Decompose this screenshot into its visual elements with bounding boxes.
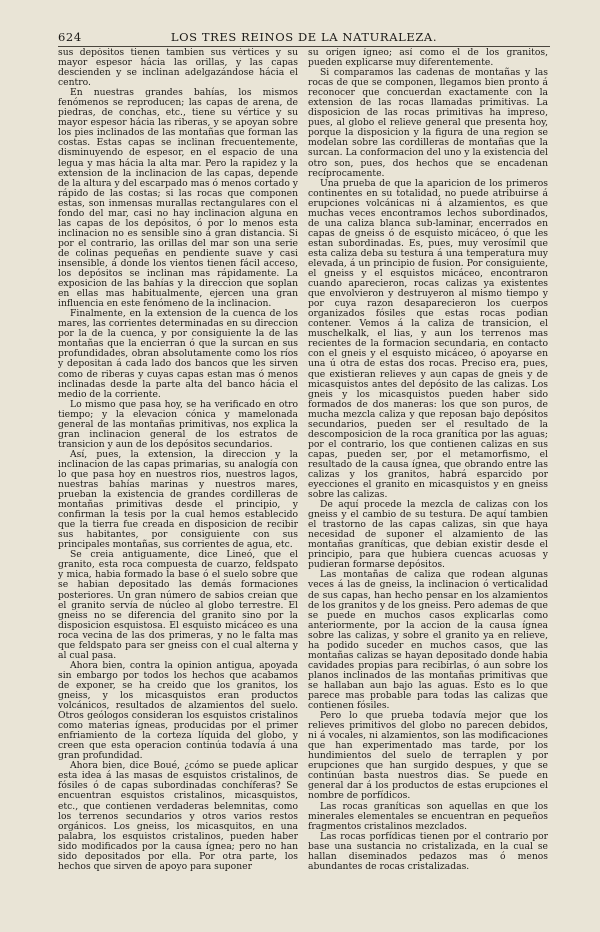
running-title: LOS TRES REINOS DE LA NATURALEZA.: [170, 30, 438, 44]
paragraph: Las montañas de caliza que rodean algunas veces á las de gneiss, la inclinacion ó verticalidad de sus capas, han hecho pensar en los alzamientos de los granitos y de los gneiss. Pero ademas de que se puede en muchos casos explicarlas como anteriormente, por la accion de la causa ígnea sobre las calizas, y sobre el granito ya en relieve, ha podido suceder en muchos casos, que las montañas calizas se hayan depositado donde habia cavidades propias para recibirlas, ó aun sobre los planos inclinados de las montañas primitivas que se hallaban aun bajo las aguas. Esto es lo que parece mas probable para todas las calizas que contienen fósiles.: [308, 569, 548, 712]
paragraph: Las rocas graníticas son aquellas en que los minerales elementales se encuentran en pequeños fragmentos cristalinos mezclados.: [308, 800, 548, 832]
paragraph: Lo mismo que pasa hoy, se ha verificado en otro tiempo; y la elevacion cónica y mamelonada general de las montañas primitivas, nos explica la gran inclinacion general de los estratos de transicion y aun de los depósitos secundarios.: [58, 398, 298, 450]
left-column: [58, 48, 298, 910]
paragraph: Así, pues, la extension, la direccion y la inclinacion de las capas primarias, su analogía con lo que pasa hoy en nuestros rios, nuestros lagos, nuestras bahías marinas y nuestros mares, prueban la existencia de grandes cordilleras de montañas primitivas desde el principio, y confirman la tesis por la cual hemos establecido que la tierra fue creada en disposicion de recibir sus habitantes, por consiguiente con sus principales montañas, sus corrientes de agua, etc.: [58, 448, 298, 551]
paragraph: Pero lo que prueba todavía mejor que los relieves primitivos del globo no parecen debidos, ni á vocales, ni alzamientos, son las modificaciones que han experimentado mas tarde, por los hundimientos del suelo de terraplen y por erupciones que han surgido despues, y que se continúan basta nuestros dias. Se puede en general dar á los productos de estas erupciones el nombre de porfídicos.: [308, 710, 548, 802]
paragraph: Una prueba de que la aparicion de los primeros continentes en su totalidad, no puede atribuirse á erupciones volcánicas ni á alzamientos, es que muchas veces encontramos lechos subordinados, de una caliza blanca sub-laminar, encerrados en capas de gneiss ó de esquisto micáceo, ó que les estan subordinadas. Es, pues, muy verosímil que esta caliza deba su testura á una temperatura muy elevada, á un principio de fusion. Por consiguiente, el gneiss y el esquistos micáceo, encontraron cuando aparecieron, rocas calizas ya existentes que envolvieron y destruyeron al mismo tiempo y por cuya razon desaparecieron los cuerpos organizados fósiles que estas rocas podian contener. Vemos á la caliza de transicion, el muschelkalk, el lias, y aun los terrenos mas recientes de la formacion secundaria, en contacto con el gneis y el esquisto micáceo, ó apoyarse en una ú otra de estas dos rocas. Preciso era, pues, que existieran relieves y aun capas de gneis y de micasquistos antes del depósito de las calizas. Los gneis y los micasquistos pueden haber sido formados de dos maneras: los que son puros, de mucha mezcla caliza y que reposan bajo depósitos secundarios, pueden ser el resultado de la descomposicion de la roca granítica por las aguas; por el contrario, los que contienen calizas en sus capas, pueden ser, por el metamorfismo, el resultado de la causa ígnea, que obrando entre las calizas y los granitos, habrá esparcido por eyecciones el granito en micasquistos y en gneiss sobre las calizas.: [308, 177, 548, 501]
paragraph: De aquí procede la mezcla de calizas con los gneiss y el cambio de su testura. De aquí tambien el trastorno de las capas calizas, sin que haya necesidad de suponer el alzamiento de las montañas graníticas, que debian existir desde el principio, para que hubiera cuencas acuosas y pudieran formarse depósitos.: [308, 499, 548, 571]
paragraph: En nuestras grandes bahías, los mismos fenómenos se reproducen; las capas de arena, de piedras, de conchas, etc., tiene su vértice y su mayor espesor hácia las riberas, y se apoyan sobre los pies inclinados de las montañas que forman las costas. Estas capas se inclinan frecuentemente, disminuyendo de espesor, en el espacio de una legua y mas hácia la alta mar. Pero la rapidez y la extension de la inclinacion de las capas, depende de la altura y del escarpado mas ó menos cortado y rápido de las costas; si las rocas que componen estas, son inmensas murallas rectangulares con el fondo del mar, casi no hay inclinacion alguna en las capas de los depósitos, ó por lo menos esta inclinacion no es sensible sino á gran distancia. Si por el contrario, las orillas del mar son una serie de colinas pequeñas en pendiente suave y casi insensible, á donde los vientos tienen fácil acceso, los depósitos se inclinan mas rápidamente. La exposicion de las bahías y la direccion que soplan en ellas mas habitualmente, ejercen una gran influencia en este fenómeno de la inclinacion.: [58, 87, 298, 310]
paragraph: sus depósitos tienen tambien sus vértices y su mayor espesor hácia las orillas, y las capas descienden y se inclinan adelgazándose hácia el centro.: [58, 48, 298, 89]
paragraph: Ahora bien, dice Boué, ¿cómo se puede aplicar esta idea á las masas de esquistos cristalinos, de fósiles ó de capas subordinadas conchíferas? Se encuentran esquistos cristalinos, micasquistos, etc., que contienen verdaderas belemnitas, como los terrenos secundarios y otros varios restos orgánicos. Los gneiss, los micasquitos, en una palabra, los esquistos cristalinos, pueden haber sido modificados por la causa ígnea; pero no han sido depositados por ella. Por otra parte, los hechos que sirven de apoyo para suponer: [58, 760, 298, 872]
right-column: [308, 48, 548, 910]
paragraph: Finalmente, en la extension de la cuenca de los mares, las corrientes determinadas en su direccion por la de la cuenca, y por consiguiente la de las montañas que la encierran ó que la surcan en sus profundidades, obran absolutamente como los ríos y depositan á cada lado dos bancos que les sirven como de riberas y cuyas capas estan mas ó menos inclinadas desde la parte alta del banco hácia el medio de la corriente.: [58, 308, 298, 400]
paragraph: Si comparamos las cadenas de montañas y las rocas de que se componen, llegamos bien pronto á reconocer que concuerdan exactamente con la extension de las rocas llamadas primitivas. La disposicion de las rocas primitivas ha impreso, pues, al globo el relieve general que presenta hoy, porque la disposicion y la figura de una region se modelan sobre las cordilleras de montañas que la surcan. La conformacion del uno y la existencia del otro son, pues, dos hechos que se encadenan recíprocamente.: [308, 67, 548, 179]
page-number: 624: [58, 30, 82, 44]
running-header: [58, 30, 550, 46]
paragraph: Las rocas porfídicas tienen por el contrario por base una sustancia no cristalizada, en la cual se hallan diseminados pedazos mas ó menos abundantes de rocas cristalizadas.: [308, 830, 548, 872]
paragraph: su orígen ígneo; así como el de los granitos, pueden explicarse muy diferentemente.: [308, 48, 548, 69]
paragraph: Se creia antiguamente, dice Lineó, que el granito, esta roca compuesta de cuarzo, feldspato y mica, habia formado la base ó el suelo sobre que se habian depositado las demás formaciones posteriores. Un gran número de sabios creian que el granito servía de núcleo al globo terrestre. El gneiss no se diferencia del granito sino por la disposicion esquistosa. El esquisto micáceo es una roca vecina de las dos primeras, y no le falta mas que feldspato para ser gneiss con el cual alterna y al cual pasa.: [58, 549, 298, 661]
paragraph: Ahora bien, contra la opinion antigua, apoyada sin embargo por todos los hechos que acabamos de exponer, se ha creido que los granitos, los gneiss, y los micasquistos eran productos volcánicos, resultados de alzamientos del suelo. Otros geólogos consideran los esquistos cristalinos como materias ígneas, producidas por el primer enfriamiento de la corteza líquida del globo, y creen que esta operacion continúa todavía á una gran profundidad.: [58, 659, 298, 762]
header-rule: [58, 46, 550, 47]
